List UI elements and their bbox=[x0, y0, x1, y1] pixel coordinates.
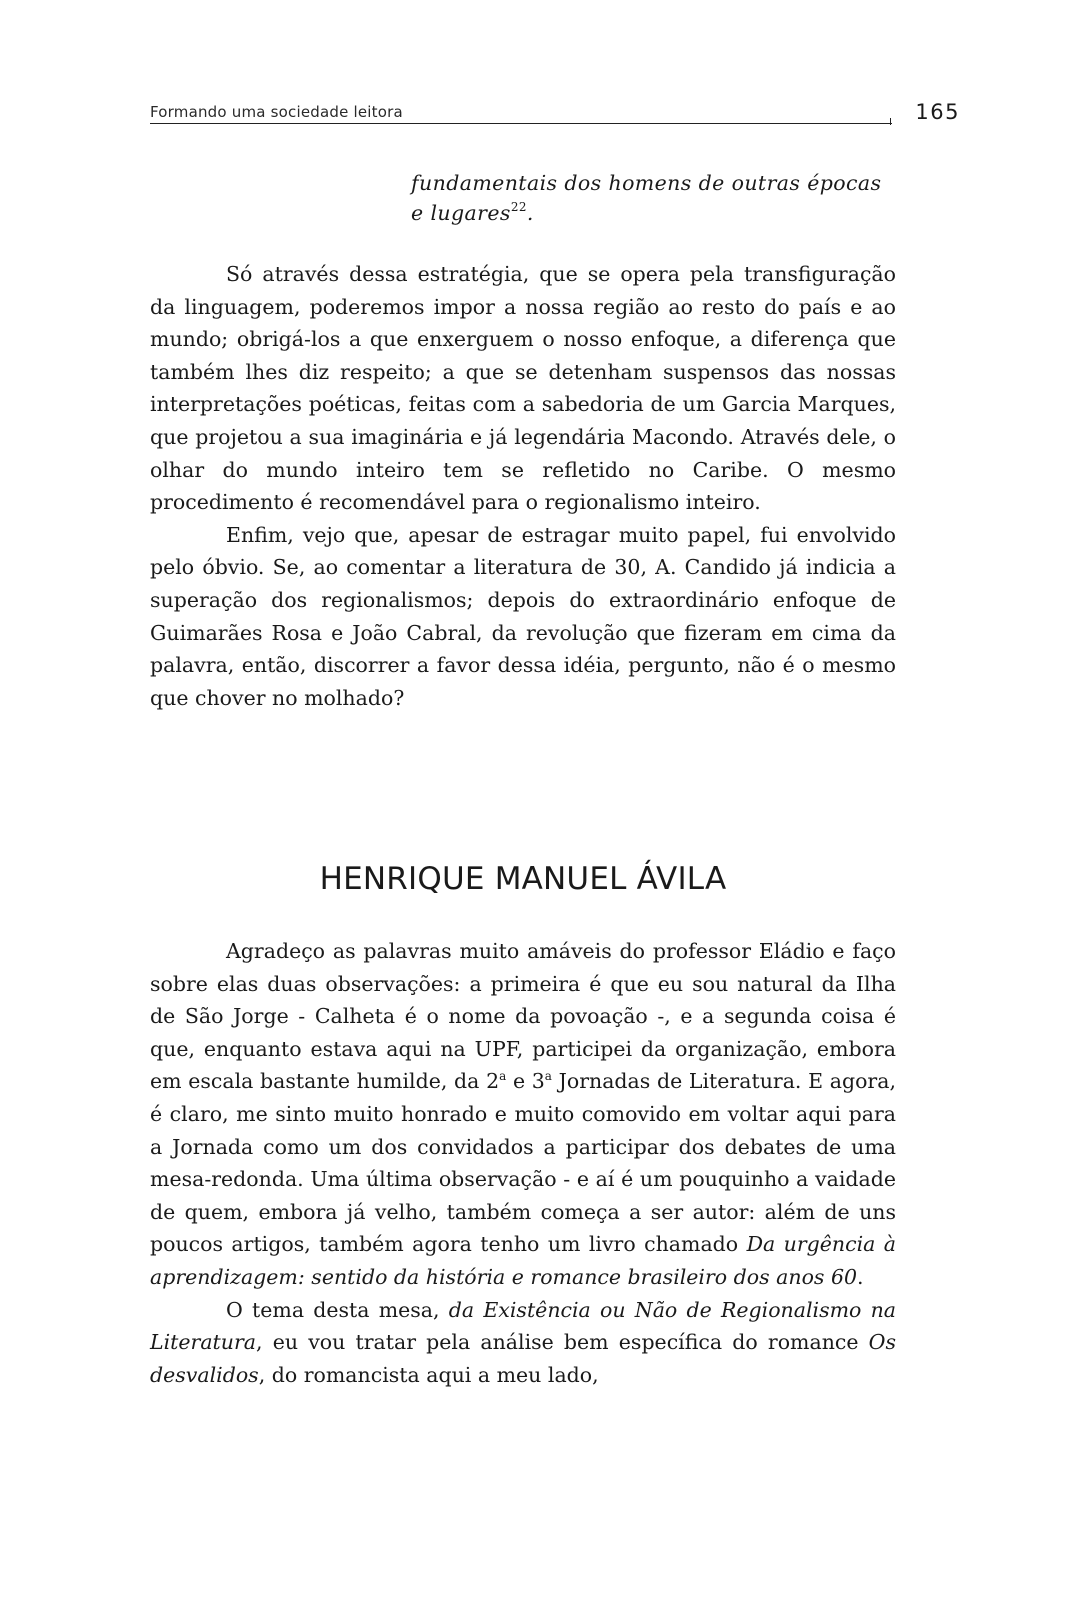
text-run: Jornadas de Literatura. E agora, é claro, me sinto muito honrado e muito comovido em voltar aqui para a Jornada como um dos convidados a participar dos debates de uma mesa-redonda. Uma última observação - e aí é um pouquinho a vaidade de quem, embora já velho, também começa a ser autor: além de uns poucos artigos, também agora tenho um livro chamado bbox=[150, 1069, 896, 1257]
book-title: Da urgência à aprendizagem: sentido da história e romance brasileiro dos anos 60 bbox=[150, 1232, 896, 1289]
quote-punctuation: . bbox=[526, 201, 534, 225]
panel-theme: da Existência ou Não de Regionalismo na Literatura bbox=[150, 1297, 897, 1355]
text-run: O tema desta mesa, bbox=[226, 1297, 449, 1322]
header-rule bbox=[150, 123, 892, 124]
text-run: , eu vou tratar pela análise bem específica do romance bbox=[256, 1330, 869, 1355]
running-header bbox=[150, 100, 960, 129]
text-run: . bbox=[857, 1264, 864, 1289]
block-quote-end bbox=[411, 168, 897, 228]
paragraph bbox=[150, 1294, 896, 1392]
novel-title: Os desvalidos bbox=[150, 1330, 896, 1387]
paragraph: Só através dessa estratégia, que se opera pela transfiguração da linguagem, poderemos impor a nossa região ao resto do país e ao mundo; obrigá-los a que enxerguem o nosso enfoque, a diferença que também lhes diz respeito; a que se detenham suspensos das nossas interpretações poéticas, feitas com a sabedoria de um Garcia Marques, que projetou a sua imaginária e já legendária Macondo. Através dele, o olhar do mundo inteiro tem se refletido no Caribe. O mesmo procedimento é recomendável para o regionalismo inteiro. bbox=[150, 262, 896, 515]
text-run: Agradeço as palavras muito amáveis do professor Eládio e faço sobre elas duas observações: a primeira é que eu sou natural da Ilha de São Jorge - Calheta é o nome da povoação -, e a segunda coisa é que, enquanto estava aqui na UPF, participei da organização, embora em escala bastante humilde, da 2 bbox=[150, 939, 896, 1094]
text-run: e 3 bbox=[506, 1069, 545, 1094]
page-number: 165 bbox=[915, 100, 960, 124]
quote-line bbox=[411, 198, 897, 228]
quote-line: fundamentais dos homens de outras épocas bbox=[411, 171, 882, 195]
body-text-after-heading bbox=[150, 935, 896, 1391]
paragraph: Enfim, vejo que, apesar de estragar muito papel, fui envolvido pelo óbvio. Se, ao comentar a literatura de 30, A. Candido já indicia a superação dos regionalismos; depois do extraordinário enfoque de Guimarães Rosa e João Cabral, da revolução que fizeram em cima da palavra, então, discorrer a favor dessa idéia, pergunto, não é o mesmo que chover no molhado? bbox=[150, 522, 896, 710]
running-title: Formando uma sociedade leitora bbox=[150, 103, 403, 121]
body-text-before-heading bbox=[150, 258, 896, 714]
footnote-reference: 22 bbox=[510, 200, 527, 214]
header-rule-tick bbox=[890, 118, 891, 125]
ordinal-indicator: a bbox=[544, 1069, 552, 1084]
ordinal-indicator: a bbox=[499, 1069, 507, 1084]
text-run: , do romancista aqui a meu lado, bbox=[258, 1362, 599, 1387]
section-heading: HENRIQUE MANUEL ÁVILA bbox=[319, 861, 727, 897]
quote-text: e lugares bbox=[411, 201, 511, 225]
paragraph bbox=[150, 935, 896, 1294]
